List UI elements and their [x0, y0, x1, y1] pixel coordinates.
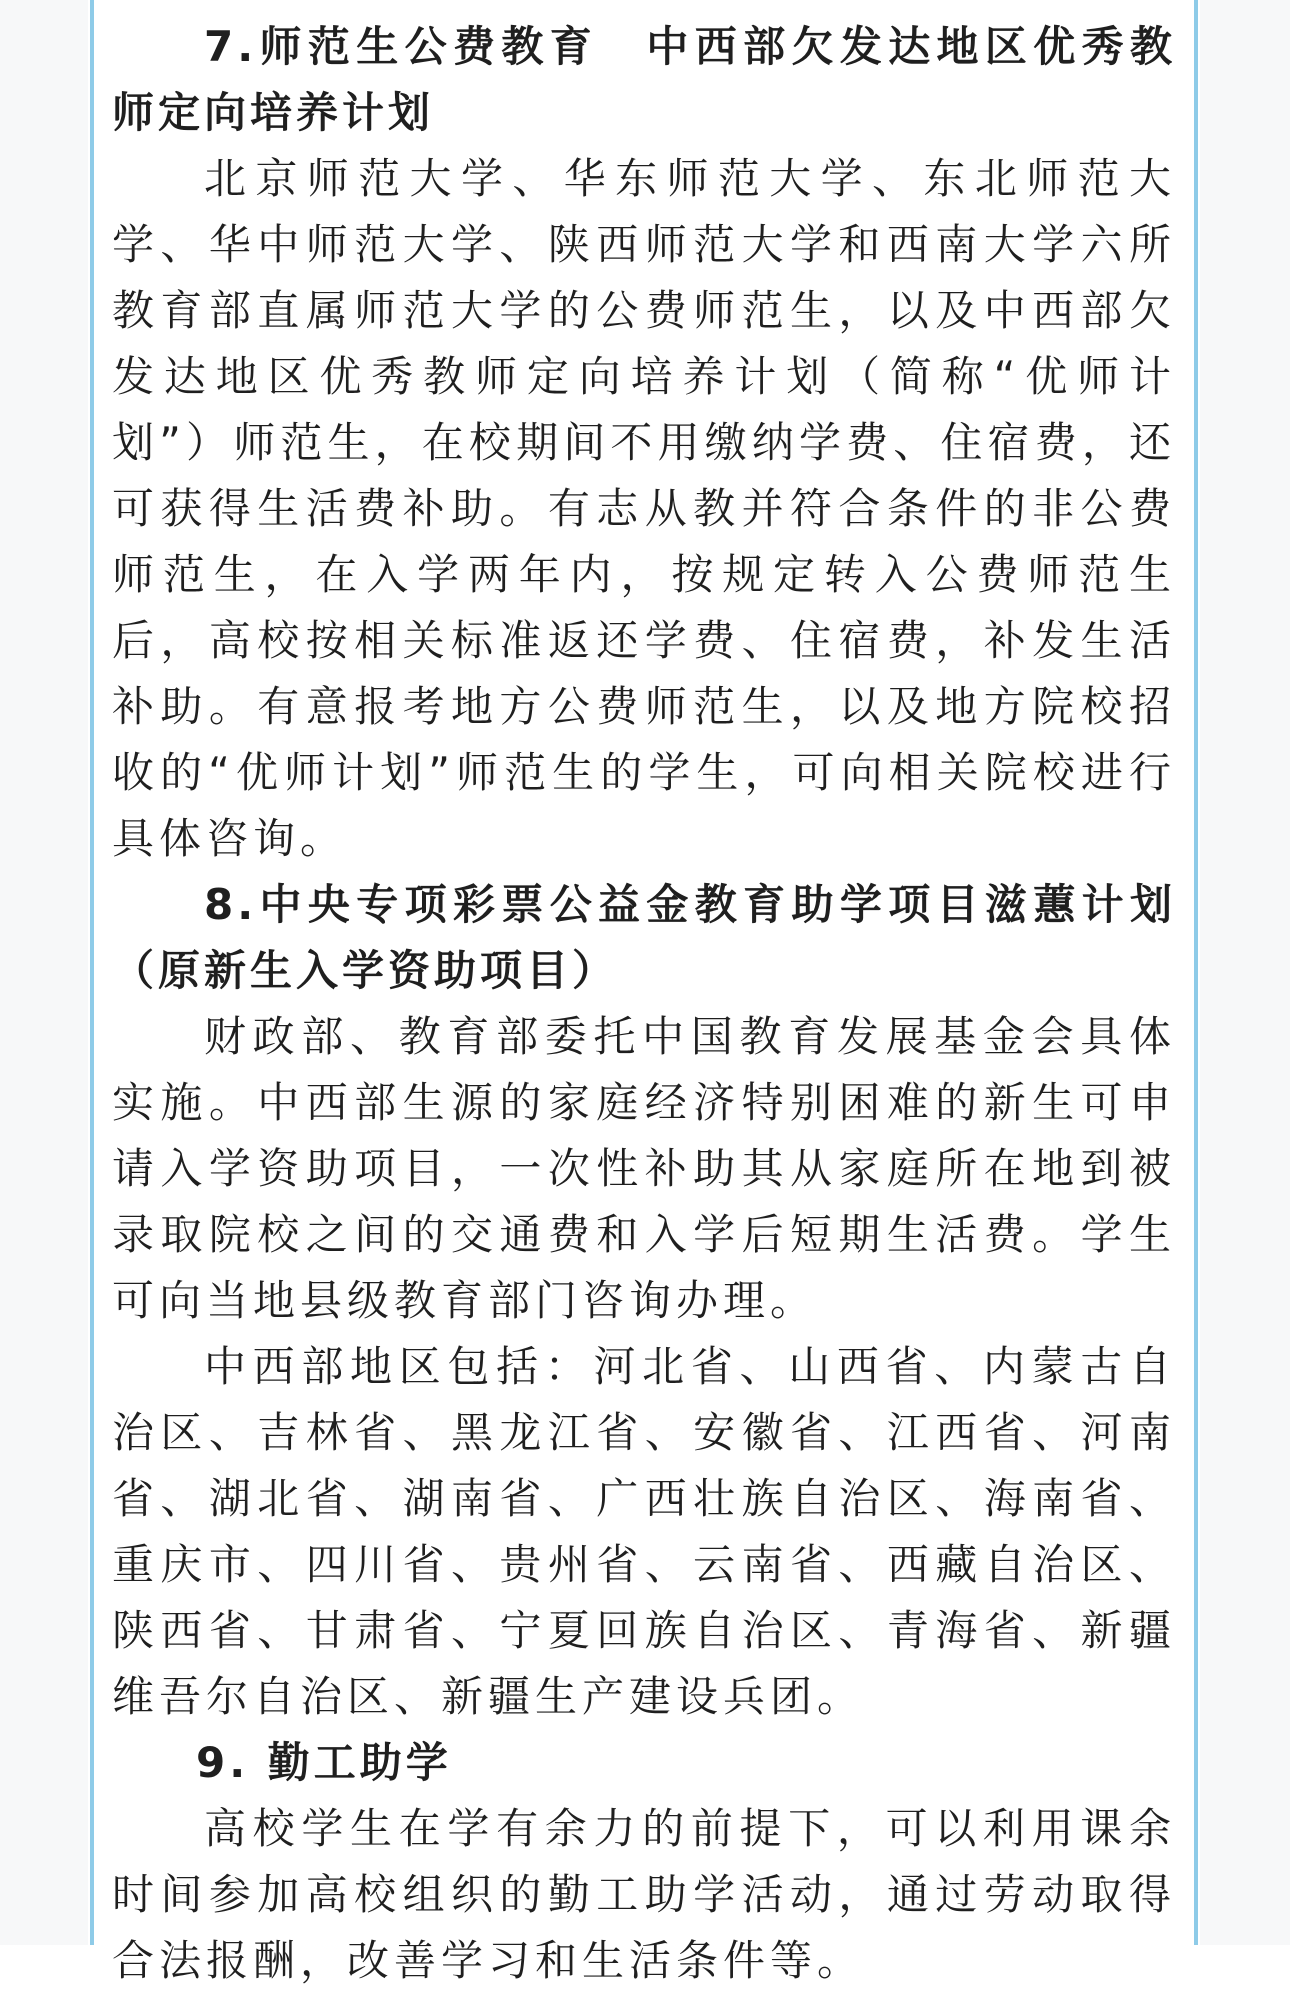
section-8-regions: 中西部地区包括：河北省、山西省、内蒙古自治区、吉林省、黑龙江省、安徽省、江西省、河南省、湖北省、湖南省、广西壮族自治区、海南省、重庆市、四川省、贵州省、云南省、西藏自治区、陕西省、甘肃省、宁夏回族自治区、青海省、新疆维吾尔自治区、新疆生产建设兵团。 [112, 1342, 1176, 1721]
section-8-body: 财政部、教育部委托中国教育发展基金会具体实施。中西部生源的家庭经济特别困难的新生可申请入学资助项目，一次性补助其从家庭所在地到被录取院校之间的交通费和入学后短期生活费。学生可向当地县级教育部门咨询办理。 [112, 1012, 1176, 1325]
section-8-heading: 8.中央专项彩票公益金教育助学项目滋蕙计划（原新生入学资助项目） [112, 880, 1176, 995]
section-7-heading: 7.师范生公费教育 中西部欠发达地区优秀教师定向培养计划 [112, 22, 1176, 137]
page-margin-left [0, 0, 88, 1945]
page-margin-right [1200, 0, 1290, 1945]
section-9-body: 高校学生在学有余力的前提下，可以利用课余时间参加高校组织的勤工助学活动，通过劳动取得合法报酬，改善学习和生活条件等。 [112, 1804, 1176, 1985]
article-content [112, 14, 1176, 1994]
section-7-body: 北京师范大学、华东师范大学、东北师范大学、华中师范大学、陕西师范大学和西南大学六所教育部直属师范大学的公费师范生，以及中西部欠发达地区优秀教师定向培养计划（简称“优师计划”）师范生，在校期间不用缴纳学费、住宿费，还可获得生活费补助。有志从教并符合条件的非公费师范生，在入学两年内，按规定转入公费师范生后，高校按相关标准返还学费、住宿费，补发生活补助。有意报考地方公费师范生，以及地方院校招收的“优师计划”师范生的学生，可向相关院校进行具体咨询。 [112, 154, 1176, 863]
section-9-heading: 9. 勤工助学 [196, 1738, 452, 1787]
